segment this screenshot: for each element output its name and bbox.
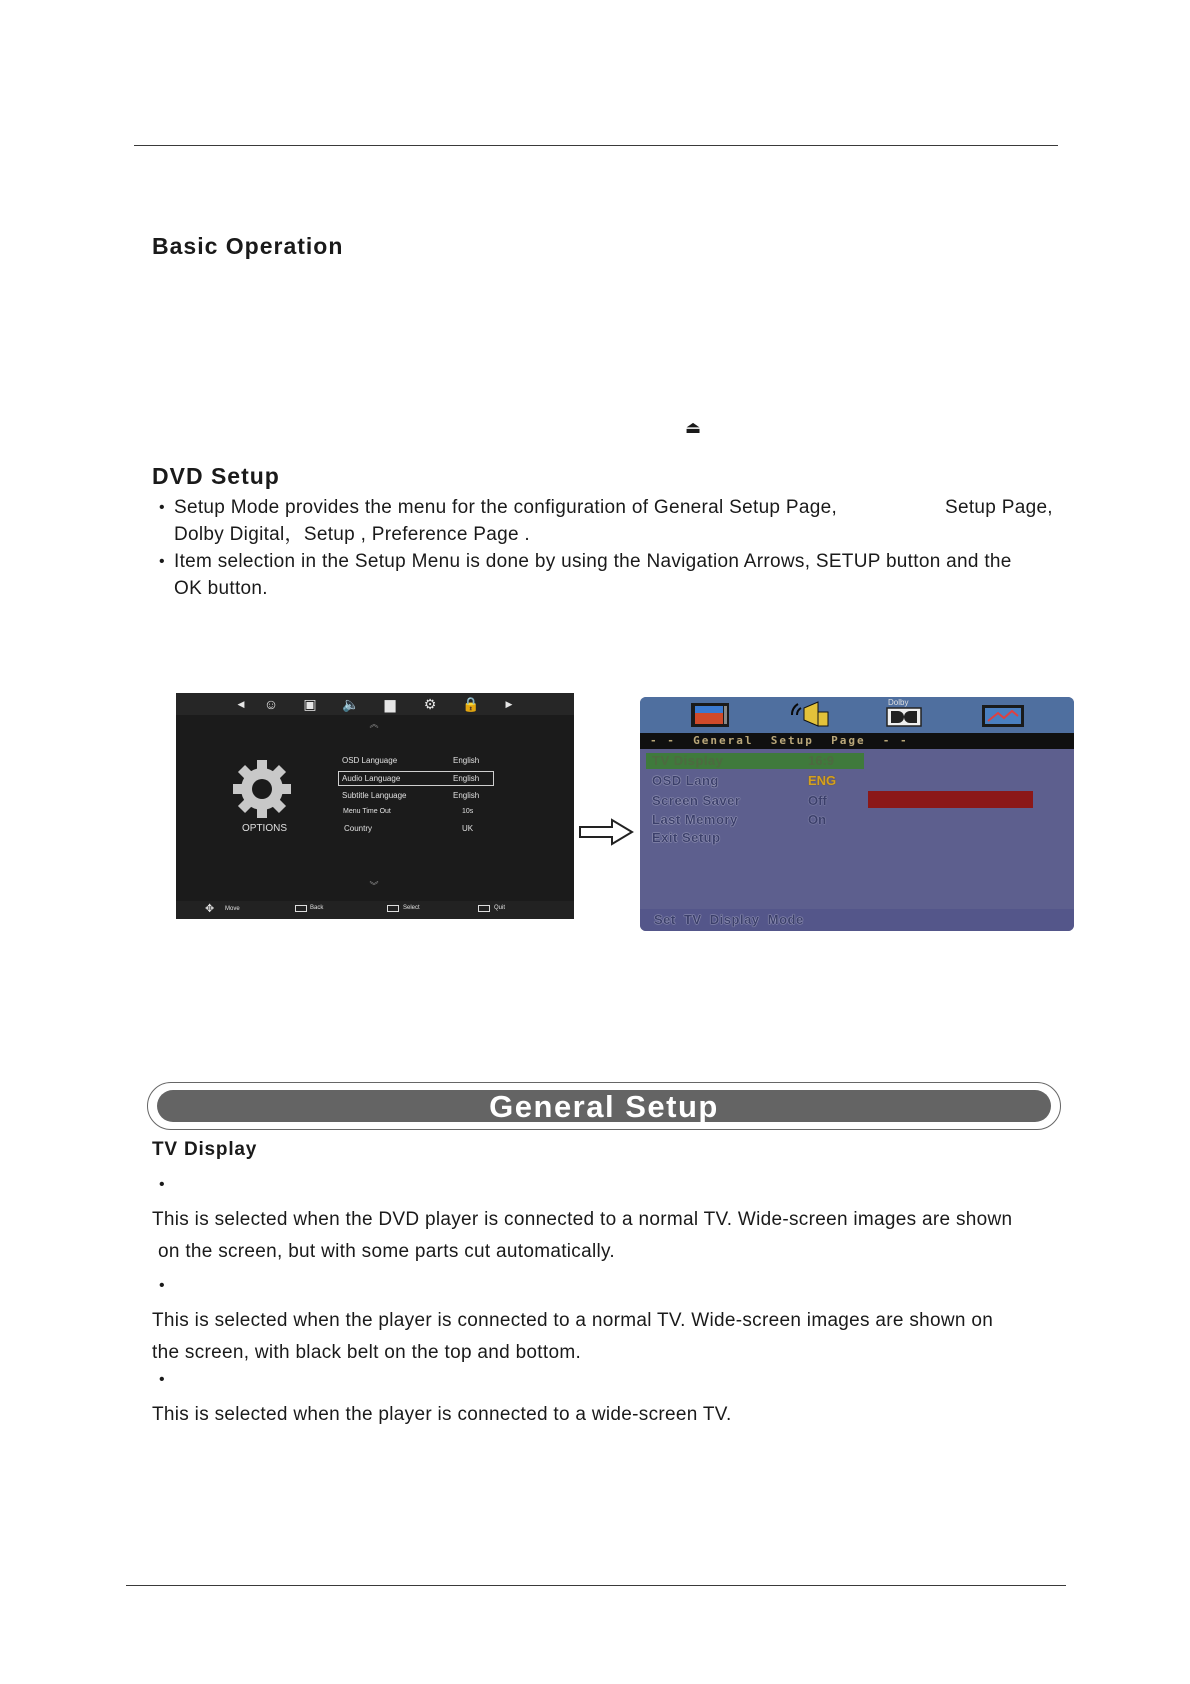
speaker-icon (788, 700, 832, 730)
lock-icon: 🔒 (462, 696, 480, 712)
general-setup-page-screenshot (640, 697, 1074, 931)
options-item-value: UK (462, 824, 474, 833)
options-item-name[interactable]: Country (344, 824, 373, 833)
display-icon: ▣ (303, 696, 317, 712)
back-key-icon (295, 905, 307, 912)
value-highlight-bar (868, 791, 1033, 808)
general-setup-footer-text: Set TV Display Mode (654, 912, 804, 927)
move-icon: ✥ (205, 903, 215, 915)
general-setup-item[interactable]: Last Memory (652, 812, 738, 827)
options-gear-icon (231, 758, 293, 820)
chevron-up-icon: ︽ (369, 719, 379, 729)
options-item-name[interactable]: Menu Time Out (343, 808, 391, 815)
footer-select-label: Select (403, 905, 420, 911)
timer-icon: ▆ (384, 696, 396, 712)
dvd-setup-bullet1-line2: Dolby Digital，Setup , Preference Page . (174, 524, 530, 545)
footer-rule (126, 1585, 1066, 1586)
dvd-setup-bullet1-line1-right: Setup Page, (945, 497, 1053, 518)
exit-key-icon (478, 905, 490, 912)
options-item-name[interactable]: Audio Language (342, 774, 401, 783)
general-setup-value: 16:9 (808, 753, 835, 768)
footer-move-label: Move (225, 906, 240, 912)
gear-icon: ⚙ (423, 696, 437, 712)
options-item-name[interactable]: OSD Language (342, 756, 398, 765)
left-arrow-icon: ◀ (237, 699, 245, 709)
general-setup-banner-title: General Setup (489, 1089, 719, 1124)
options-footer (176, 901, 574, 919)
tv-display-p3-line1: This is selected when the player is connected to a wide-screen TV. (152, 1404, 732, 1425)
general-setup-banner (147, 1082, 1061, 1130)
tv-display-p2-line2: the screen, with black belt on the top and bottom. (152, 1342, 582, 1363)
footer-quit-label: Quit (494, 905, 506, 911)
bullet-dot: • (159, 1277, 165, 1294)
options-menu-screenshot (176, 693, 574, 919)
chevron-down-icon: ︾ (369, 881, 379, 891)
general-setup-value: On (808, 812, 827, 827)
general-setup-item[interactable]: Exit Setup (652, 830, 721, 845)
sound-icon: 🔈 (342, 696, 360, 712)
header-rule (134, 145, 1058, 146)
general-setup-footer (640, 909, 1074, 931)
preference-icon (980, 703, 1026, 729)
general-setup-item[interactable]: Screen Saver (652, 793, 741, 808)
right-arrow-icon: ▶ (505, 699, 513, 709)
tv-display-heading: TV Display (152, 1139, 258, 1160)
dvd-setup-bullet2-line1: Item selection in the Setup Menu is done by using the Navigation Arrows, SETUP button and the (174, 551, 1012, 572)
tv-display-p1-line1: This is selected when the DVD player is connected to a normal TV. Wide-screen images are shown (152, 1209, 1013, 1230)
dvd-setup-bullet1-line1: Setup Mode provides the menu for the configuration of General Setup Page, (174, 497, 838, 518)
general-setup-value: Off (808, 793, 827, 808)
general-setup-header (640, 733, 1074, 749)
general-setup-item[interactable]: OSD Lang (652, 773, 719, 788)
picture-icon: ☺ (263, 696, 279, 712)
options-item-name[interactable]: Subtitle Language (342, 791, 407, 800)
dolby-label: Dolby (888, 698, 909, 707)
tv-display-p1-line2: on the screen, but with some parts cut automatically. (158, 1241, 615, 1262)
options-label: OPTIONS (242, 823, 288, 834)
bullet-dot: • (159, 1371, 165, 1388)
footer-back-label: Back (310, 905, 324, 911)
dvd-setup-bullet2-line2: OK button. (174, 578, 268, 599)
tv-display-p2-line1: This is selected when the player is connected to a normal TV. Wide-screen images are shown on (152, 1310, 994, 1331)
general-setup-icon-row (640, 697, 1074, 733)
general-setup-header-text: - - General Setup Page - - (650, 734, 909, 747)
options-item-value: English (453, 791, 480, 800)
options-item-value: English (453, 774, 480, 783)
tv-icon (690, 702, 730, 730)
ok-key-icon (387, 905, 399, 912)
dolby-icon (886, 707, 922, 727)
general-setup-value: ENG (808, 773, 837, 788)
options-item-value: 10s (462, 808, 474, 815)
basic-operation-heading: Basic Operation (152, 233, 344, 259)
bullet-dot: • (159, 553, 165, 570)
dvd-setup-heading: DVD Setup (152, 463, 280, 489)
options-item-value: English (453, 756, 480, 765)
bullet-dot: • (159, 1176, 165, 1193)
right-arrow-icon (578, 818, 634, 846)
options-icon-bar (176, 693, 574, 715)
general-setup-item[interactable]: TV Display (652, 753, 724, 768)
eject-icon: ⏏ (685, 418, 702, 437)
bullet-dot: • (159, 499, 165, 516)
